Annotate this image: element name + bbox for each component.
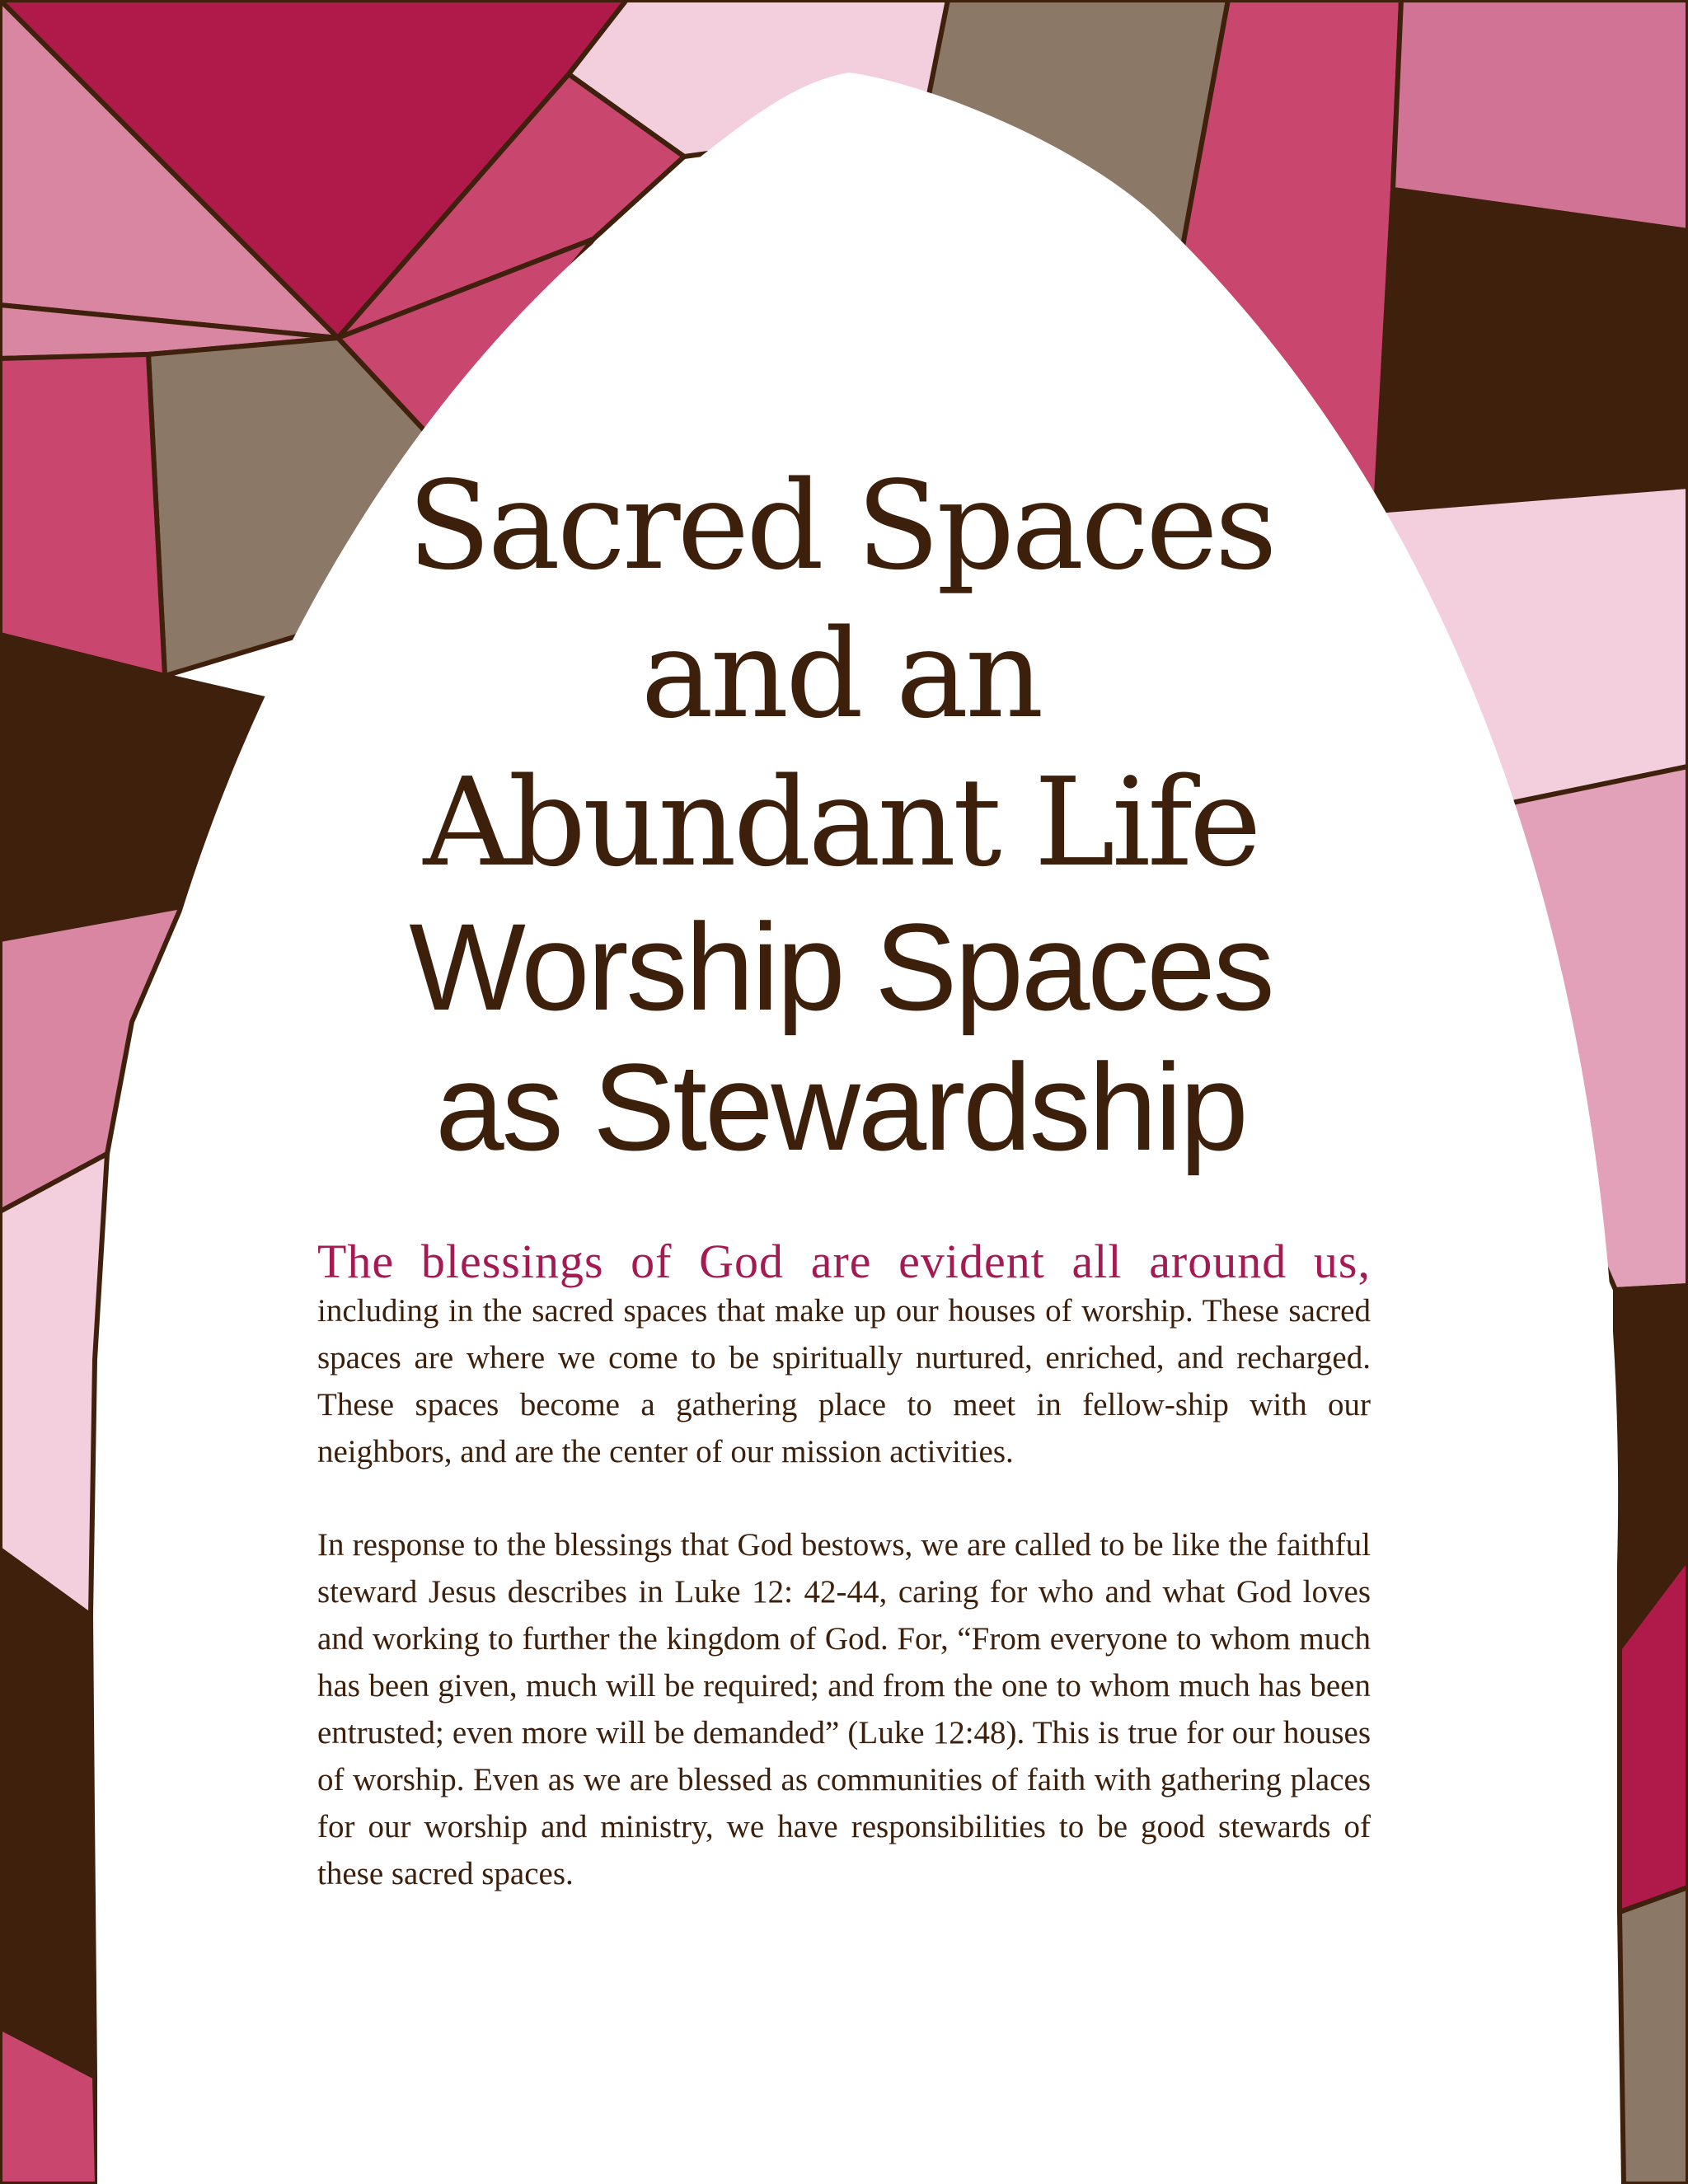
glass-pane (1620, 1887, 1688, 2184)
paragraph-1: including in the sacred spaces that make up our houses of worship. These sacred spaces are where we come to be spiritually nurtured, enriched, and recharged. These spaces become a gathering place to meet in fellow-ship with our neighbors, and are the center of our mission activities. (317, 1293, 1371, 1469)
title-line-3: Abundant Life (423, 752, 1259, 893)
subtitle-line-1: Worship Spaces (409, 898, 1273, 1036)
glass-pane (1376, 190, 1688, 511)
paragraph-2: In response to the blessings that God bestows, we are called to be like the faithful steward Jesus describes in Luke 12: 42-44, caring for who and what God loves and working to further the kingdom of God. For, “From everyone to whom much has been given, much will be required; and from the one to whom much has been entrusted; even more will be demanded” (Luke 12:48). This is true for our houses of worship. Even as we are blessed as communities of faith with gathering places for our worship and ministry, we have responsibilities to be good stewards of these sacred spaces. (317, 1527, 1371, 1891)
glass-pane (0, 1154, 107, 1615)
body-text (317, 1236, 1371, 1897)
glass-pane (0, 354, 165, 676)
title-line-2: and an (640, 603, 1041, 745)
lead-sentence: The blessings of God are evident all around us, (317, 1235, 1371, 1288)
subtitle-line-2: as Stewardship (435, 1038, 1246, 1176)
title-line-1: Sacred Spaces (407, 455, 1274, 597)
title-block (313, 452, 1368, 1177)
